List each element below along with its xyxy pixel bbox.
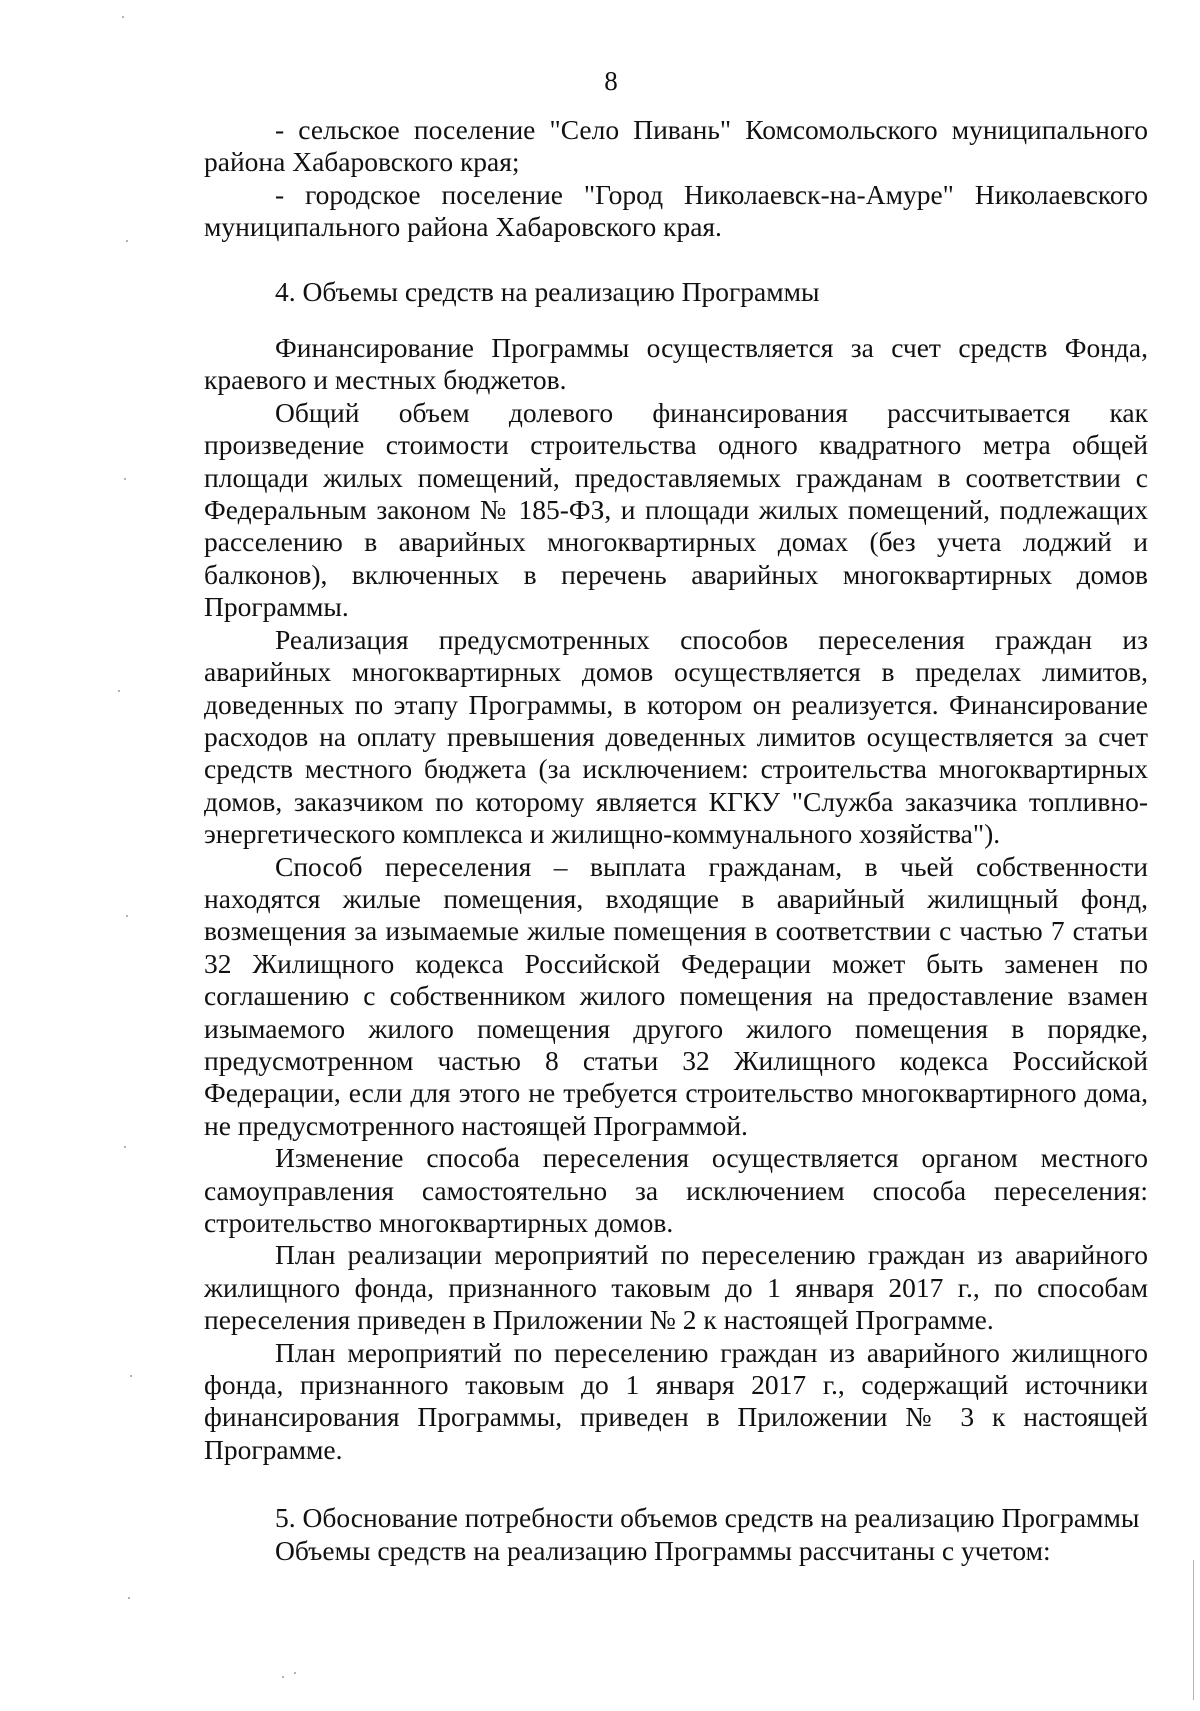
list-item-nikolaevsk: - городское поселение "Город Николаевск-на-Амуре" Николаевского муниципального района Хабаровского края. [204, 178, 1148, 243]
scan-speck [126, 240, 128, 242]
section-4-paragraph-resettlement-method: Способ переселения – выплата гражданам, в чьей собственности находятся жилые помещения, входящие в аварийный жилищный фонд, возмещения за изымаемые жилые помещения в соответствии с частью 7 статьи 32 Жилищного кодекса Российской Федерации может быть заменен по соглашению с собственником жилого помещения на предоставление взамен изымаемого жилого помещения другого жилого помещения в порядке, предусмотренном частью 8 статьи 32 Жилищного кодекса Российской Федерации, если для этого не требуется строительство многоквартирного дома, не предусмотренного настоящей Программой. [204, 850, 1148, 1141]
section-4-paragraph-method-change: Изменение способа переселения осуществляется органом местного самоуправления самостоятельно за исключением способа переселения: строительство многоквартирных домов. [204, 1142, 1148, 1238]
scan-speck [124, 478, 126, 480]
section-4-paragraph-financing: Финансирование Программы осуществляется за счет средств Фонда, краевого и местных бюджетов. [204, 332, 1148, 396]
page-number: 8 [604, 66, 618, 96]
section-4-paragraph-plan-appendix-2: План реализации мероприятий по переселению граждан из аварийного жилищного фонда, признанного таковым до 1 января 2017 г., по способам переселения приведен в Приложении № 2 к настоящей Программе. [204, 1239, 1148, 1336]
section-4-paragraph-total-volume: Общий объем долевого финансирования рассчитывается как произведение стоимости строительства одного квадратного метра общей площади жилых помещений, предоставляемых гражданам в соответствии с Федеральным законом № 185-ФЗ, и площади жилых помещений, подлежащих расселению в аварийных многоквартирных домах (без учета лоджий и балконов), включенных в перечень аварийных многоквартирных домов Программы. [204, 396, 1148, 623]
section-4-heading: 4. Объемы средств на реализацию Программы [275, 275, 820, 307]
scan-speck [122, 16, 124, 18]
section-5-intro: Объемы средств на реализацию Программы рассчитаны с учетом: [275, 1534, 1051, 1566]
scan-speck [128, 1597, 130, 1599]
section-5-heading: 5. Обоснование потребности объемов средств на реализацию Программы [275, 1502, 1140, 1534]
scan-speck [124, 1146, 126, 1148]
scan-speck [282, 1676, 284, 1678]
scan-speck [126, 915, 128, 917]
scan-edge-line [1193, 1560, 1194, 1700]
scan-speck [118, 690, 120, 692]
section-4-paragraph-plan-appendix-3: План мероприятий по переселению граждан из аварийного жилищного фонда, признанного таковым до 1 января 2017 г., содержащий источники финансирования Программы, приведен в Приложении № 3 к настоящей Программе. [204, 1336, 1148, 1465]
scan-speck [130, 1375, 132, 1377]
page-content [204, 114, 1148, 1567]
scan-speck [294, 1672, 296, 1674]
section-4-paragraph-implementation: Реализация предусмотренных способов переселения граждан из аварийных многоквартирных домов осуществляется в пределах лимитов, доведенных по этапу Программы, в котором он реализуется. Финансирование расходов на оплату превышения доведенных лимитов осуществляется за счет средств местного бюджета (за исключением: строительства многоквартирных домов, заказчиком по которому является КГКУ "Служба заказчика топливно-энергетического комплекса и жилищно-коммунального хозяйства"). [204, 623, 1148, 850]
list-item-pivan: - сельское поселение "Село Пивань" Комсомольского муниципального района Хабаровского края; [204, 114, 1148, 178]
